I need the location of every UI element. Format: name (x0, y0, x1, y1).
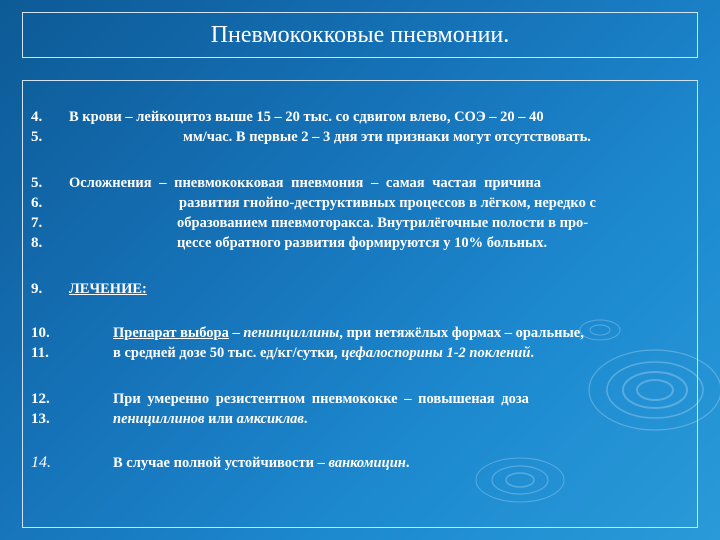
drug-name: пенинциллины (243, 325, 340, 341)
text-line: Осложнения – пневмококковая пневмония – самая частая причина (69, 175, 541, 191)
text-line: развития гнойно-деструктивных процессов в лёгком, нередко с (179, 195, 596, 211)
text-line (113, 409, 308, 429)
text-fragment: . (303, 411, 308, 427)
drug-name: амксиклав (236, 411, 304, 427)
item-number: 11. (31, 345, 49, 361)
treatment-heading: ЛЕЧЕНИЕ: (69, 281, 147, 297)
text-fragment: – (228, 325, 244, 341)
text-line: мм/час. В первые 2 – 3 дня эти признаки могут отсутствовать. (183, 129, 591, 145)
drug-name: ванкомицин (328, 455, 406, 471)
item-number: 8. (31, 235, 43, 251)
item-number: 5. (31, 175, 43, 191)
item-number: 12. (31, 391, 50, 407)
text-fragment: в средней дозе 50 тыс. ед/кг/сутки, (113, 345, 342, 361)
text-fragment: или (204, 411, 237, 427)
text-line (113, 323, 584, 343)
item-number: 14. (31, 454, 51, 471)
text-fragment: . (530, 345, 535, 361)
item-number: 10. (31, 325, 50, 341)
text-line (113, 343, 534, 363)
text-line: цессе обратного развития формируются у 10% больных. (177, 235, 548, 251)
text-fragment: . (405, 455, 410, 471)
item-number: 7. (31, 215, 43, 231)
item-number: 13. (31, 411, 50, 427)
text-line: образованием пневмоторакса. Внутрилёгочные полости в про- (177, 215, 589, 231)
text-line: В крови – лейкоцитоз выше 15 – 20 тыс. со сдвигом влево, СОЭ – 20 – 40 (69, 109, 544, 125)
text-line (113, 453, 409, 473)
drug-name: цефалоспорины 1-2 поклений (341, 345, 531, 361)
text-fragment: , при нетяжёлых формах – оральные, (339, 325, 584, 341)
text-fragment: В случае полной устойчивости – (113, 455, 329, 471)
drug-of-choice-label: Препарат выбора (113, 325, 229, 341)
item-number: 5. (31, 129, 43, 145)
drug-name: пенициллинов (113, 411, 205, 427)
text-line: При умеренно резистентном пневмококке – повышеная доза (113, 391, 529, 407)
item-number: 6. (31, 195, 43, 211)
item-number: 4. (31, 109, 43, 125)
slide-title: Пневмококковые пневмонии. (22, 12, 698, 58)
slide-content (22, 80, 698, 528)
item-number: 9. (31, 281, 43, 297)
